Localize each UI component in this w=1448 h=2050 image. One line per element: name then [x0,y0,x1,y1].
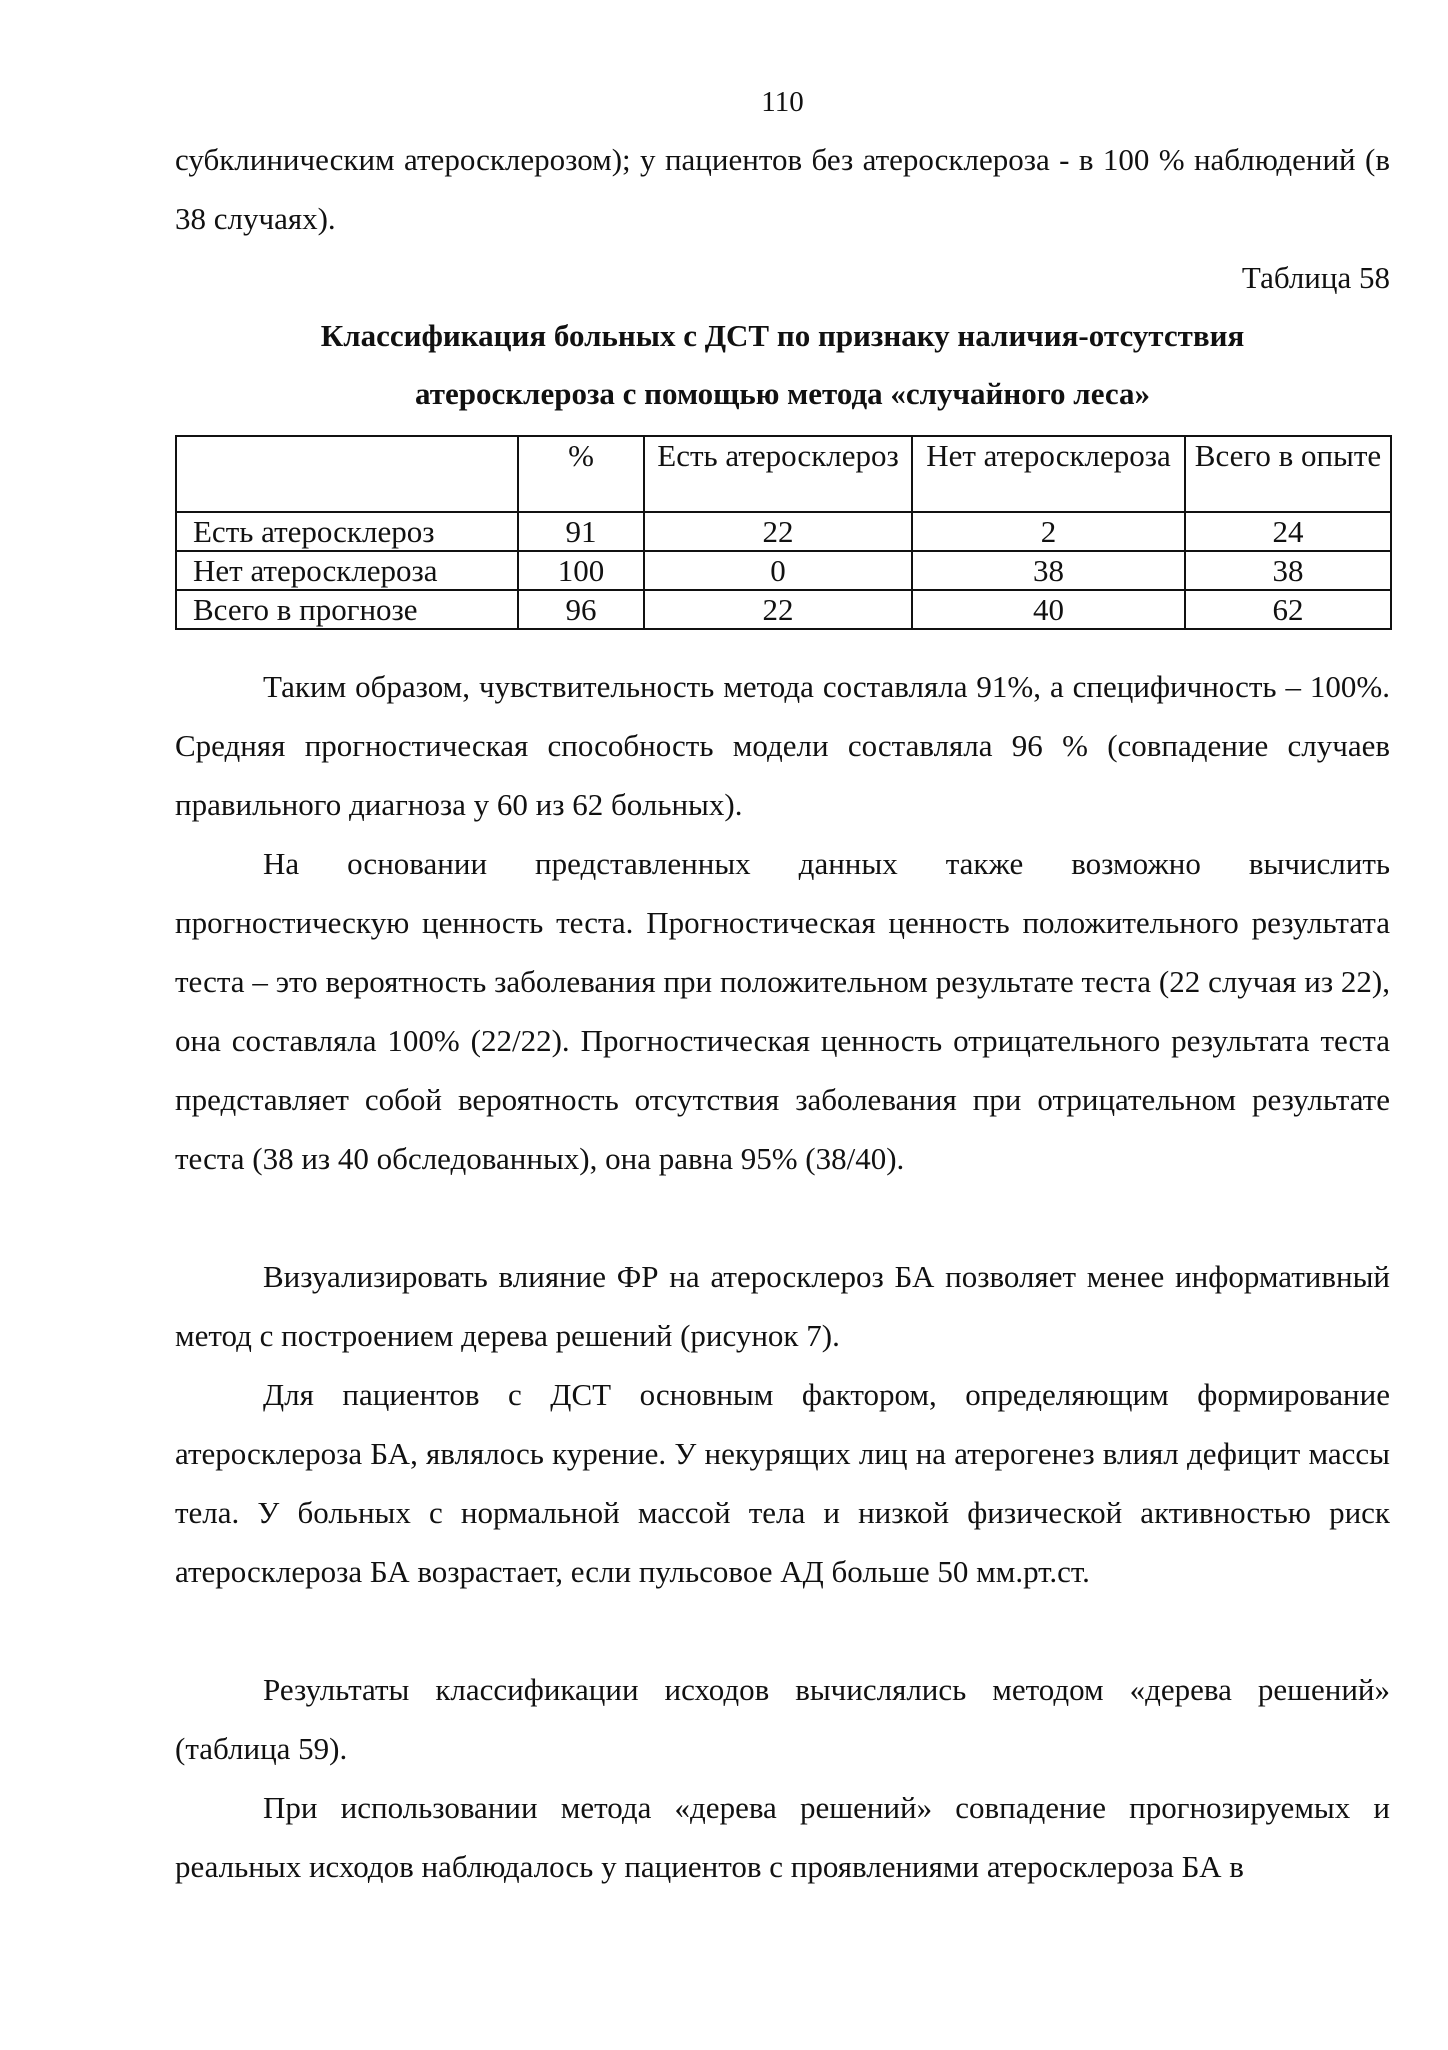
table-cell: 100 [518,551,644,590]
table-cell: 38 [1185,551,1391,590]
table-header-row [176,436,1391,512]
paragraph-classification-results: Результаты классификации исходов вычислялись методом «дерева решений» (таблица 59). [175,1672,1390,1766]
header-cell-percent: % [518,436,644,512]
table-cell: 2 [912,512,1185,551]
paragraph-risk-factors: Для пациентов с ДСТ основным фактором, определяющим формирование атеросклероза БА, являлось курение. У некурящих лиц на атерогенез влиял дефицит массы тела. У больных с нормальной массой тела и низкой физической активностью риск атеросклероза БА возрастает, если пульсовое АД больше 50 мм.рт.ст. [175,1377,1390,1589]
table-label: Таблица 58 [1241,260,1390,295]
row-label: Всего в прогнозе [176,590,518,629]
paragraph-decision-tree-method: При использовании метода «дерева решений» совпадение прогнозируемых и реальных исходов наблюдалось у пациентов с проявлениями атеросклероза БА в [175,1790,1390,1884]
table-row [176,551,1391,590]
paragraph-predictive-value: На основании представленных данных также возможно вычислить прогностическую ценность теста. Прогностическая ценность положительного результата теста – это вероятность заболевания при положительном результате теста (22 случая из 22), она составляла 100% (22/22). Прогностическая ценность отрицательного результата теста представляет собой вероятность отсутствия заболевания при отрицательном результате теста (38 из 40 обследованных), она равна 95% (38/40). [175,846,1390,1176]
header-cell-empty [176,436,518,512]
table-cell: 96 [518,590,644,629]
table-cell: 62 [1185,590,1391,629]
header-cell-total-in-experiment: Всего в опыте [1185,436,1391,512]
table-title-line-1: Классификация больных с ДСТ по признаку наличия-отсутствия [320,318,1245,353]
row-label: Нет атеросклероза [176,551,518,590]
paragraph-decision-tree-visualization: Визуализировать влияние ФР на атеросклероз БА позволяет менее информативный метод с построением дерева решений (рисунок 7). [175,1259,1390,1353]
classification-table [175,435,1392,630]
table-cell: 24 [1185,512,1391,551]
table-cell: 91 [518,512,644,551]
table-cell: 22 [644,590,912,629]
intro-paragraph: субклиническим атеросклерозом); у пациентов без атеросклероза - в 100 % наблюдений (в 38 случаях). [175,142,1390,236]
table-row [176,512,1391,551]
table-cell: 0 [644,551,912,590]
page-number: 110 [761,86,804,118]
header-cell-has-atherosclerosis: Есть атеросклероз [644,436,912,512]
header-cell-no-atherosclerosis: Нет атеросклероза [912,436,1185,512]
table-cell: 38 [912,551,1185,590]
row-label: Есть атеросклероз [176,512,518,551]
paragraph-sensitivity: Таким образом, чувствительность метода составляла 91%, а специфичность – 100%. Средняя прогностическая способность модели составляла 96 % (совпадение случаев правильного диагноза у 60 из 62 больных). [175,669,1390,822]
table-cell: 40 [912,590,1185,629]
table-cell: 22 [644,512,912,551]
table-title-line-2: атеросклероза с помощью метода «случайного леса» [415,376,1150,411]
table-row [176,590,1391,629]
